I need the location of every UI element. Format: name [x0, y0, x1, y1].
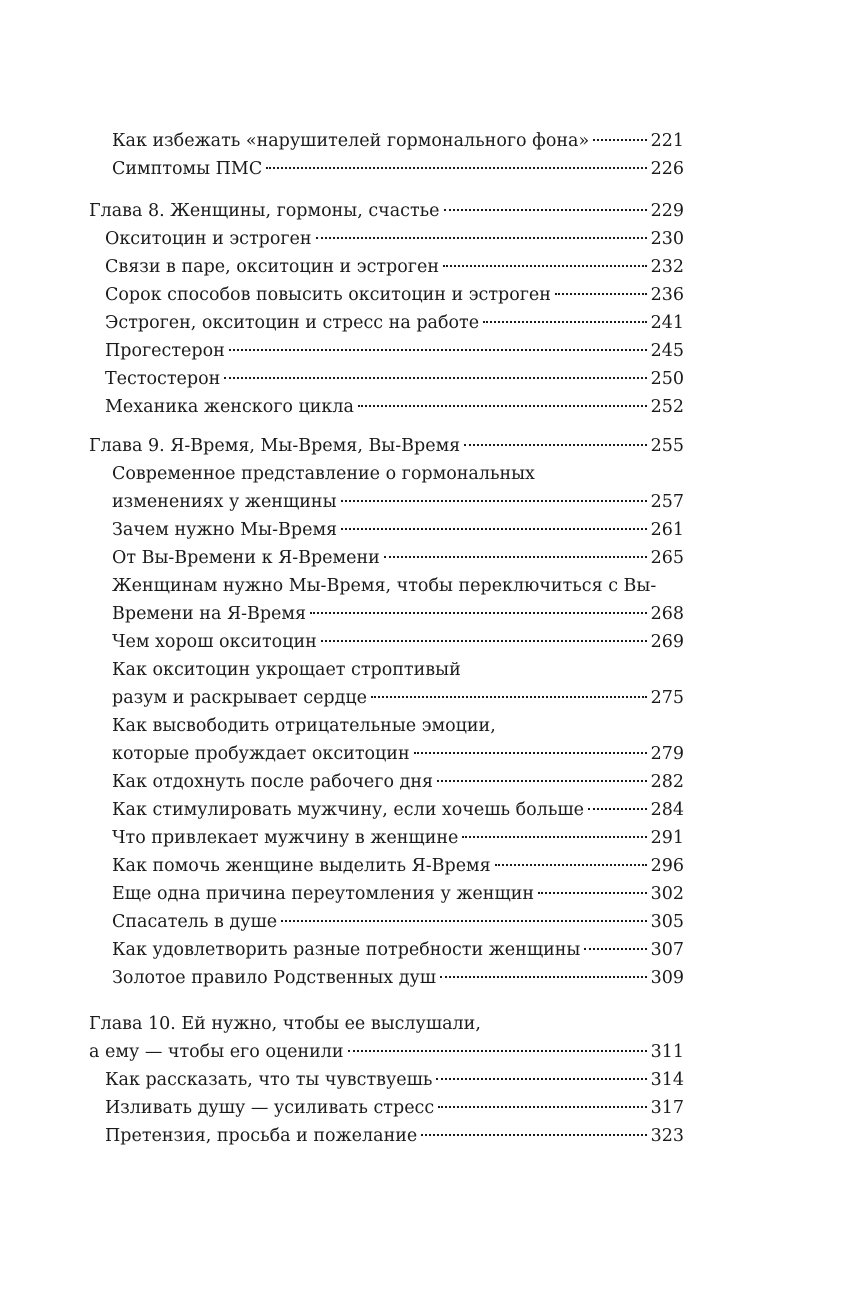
- toc-entry-page: 309: [650, 968, 684, 988]
- leader-dots: [371, 696, 647, 698]
- toc-entry-page: 221: [650, 131, 684, 151]
- toc-entry-page: 291: [650, 828, 684, 848]
- toc-entry: [105, 281, 684, 309]
- toc-entry: [105, 337, 684, 365]
- toc-entry-page: 252: [650, 397, 684, 417]
- leader-dots: [464, 444, 646, 446]
- toc-entry: [105, 393, 684, 421]
- toc-entry-page: 282: [650, 772, 684, 792]
- chapter-page: 229: [650, 201, 684, 221]
- toc-entry-page: 236: [650, 285, 684, 305]
- toc-entry-page: 241: [650, 313, 684, 333]
- toc-entry: [112, 684, 684, 712]
- chapter-title: а ему — чтобы его оценили: [89, 1042, 344, 1062]
- toc-entry-title: Еще одна причина переутомления у женщин: [112, 884, 535, 904]
- toc-entry-title: Механика женского цикла: [105, 397, 354, 417]
- toc-entry-title: Чем хорош окситоцин: [112, 632, 317, 652]
- toc-entry: [112, 740, 684, 768]
- toc-entry: [105, 309, 684, 337]
- toc-entry-page: 307: [650, 940, 684, 960]
- leader-dots: [266, 167, 646, 169]
- leader-dots: [555, 293, 647, 295]
- chapter-title: Глава 8. Женщины, гормоны, счастье: [89, 201, 440, 221]
- toc-entry-title: изменениях у женщины: [112, 492, 337, 512]
- toc-entry: [112, 127, 684, 155]
- chapter-heading: [89, 197, 684, 225]
- toc-entry: [105, 225, 684, 253]
- toc-entry: [105, 365, 684, 393]
- toc-entry-title: Как стимулировать мужчину, если хочешь больше: [112, 800, 584, 820]
- toc-entry-page: 314: [650, 1070, 684, 1090]
- toc-entry: [112, 516, 684, 544]
- toc-entry-title: Как отдохнуть после рабочего дня: [112, 772, 434, 792]
- leader-dots: [421, 1134, 646, 1136]
- chapter-heading: [89, 432, 684, 460]
- chapter-title: Глава 9. Я-Время, Мы-Время, Вы-Время: [89, 436, 461, 456]
- leader-dots: [584, 948, 646, 950]
- toc-entry-title: Сорок способов повысить окситоцин и эстроген: [105, 285, 551, 305]
- toc-entry-page: 245: [650, 341, 684, 361]
- toc-entry-title: Что привлекает мужчину в женщине: [112, 828, 459, 848]
- leader-dots: [538, 892, 647, 894]
- toc-entry: [112, 964, 684, 992]
- toc-entry-title: Спасатель в душе: [112, 912, 278, 932]
- toc-entry-page: 232: [650, 257, 684, 277]
- toc-entry-page: 284: [650, 800, 684, 820]
- leader-dots: [440, 976, 647, 978]
- toc-entry-title: Симптомы ПМС: [112, 159, 263, 179]
- toc-entry: [112, 768, 684, 796]
- leader-dots: [495, 864, 647, 866]
- toc-entry: [112, 852, 684, 880]
- toc-entry-title: Как помочь женщине выделить Я-Время: [112, 856, 491, 876]
- toc-entry-title: Эстроген, окситоцин и стресс на работе: [105, 313, 480, 333]
- leader-dots: [341, 528, 647, 530]
- chapter-title-first-line: Глава 10. Ей нужно, чтобы ее выслушали,: [89, 1014, 481, 1034]
- toc-entry: [105, 1066, 684, 1094]
- toc-entry-page: 230: [650, 229, 684, 249]
- leader-dots: [229, 349, 647, 351]
- toc-entry-title: Претензия, просьба и пожелание: [105, 1126, 418, 1146]
- leader-dots: [341, 500, 647, 502]
- toc-entry-title: Изливать душу — усиливать стресс: [105, 1098, 435, 1118]
- toc-entry-page: 279: [650, 744, 684, 764]
- toc-entry-title: разум и раскрывает сердце: [112, 688, 368, 708]
- toc-entry-title: Зачем нужно Мы-Время: [112, 520, 338, 540]
- toc-entry: [112, 544, 684, 572]
- toc-entry: [112, 628, 684, 656]
- toc-entry-page: 250: [650, 369, 684, 389]
- toc-entry-page: 257: [650, 492, 684, 512]
- toc-entry-title: Тестостерон: [105, 369, 221, 389]
- leader-dots: [224, 377, 646, 379]
- toc-entry-page: 226: [650, 159, 684, 179]
- leader-dots: [462, 836, 646, 838]
- toc-entry-title: Как избежать «нарушителей гормонального фона»: [112, 131, 590, 151]
- toc-entry-page: 261: [650, 520, 684, 540]
- toc-entry-page: 317: [650, 1098, 684, 1118]
- toc-entry-page: 302: [650, 884, 684, 904]
- leader-dots: [443, 265, 647, 267]
- leader-dots: [593, 139, 646, 141]
- toc-entry: [112, 824, 684, 852]
- toc-entry-title: Окситоцин и эстроген: [105, 229, 312, 249]
- toc-entry-title: От Вы-Времени к Я-Времени: [112, 548, 380, 568]
- toc-entry-title: которые пробуждает окситоцин: [112, 744, 410, 764]
- toc-entry-first-line: Женщинам нужно Мы-Время, чтобы переключиться с Вы-: [112, 576, 657, 596]
- leader-dots: [437, 780, 647, 782]
- leader-dots: [321, 640, 647, 642]
- leader-dots: [310, 612, 647, 614]
- leader-dots: [348, 1050, 647, 1052]
- leader-dots: [281, 920, 647, 922]
- toc-entry: [105, 1094, 684, 1122]
- toc-entry-title: Золотое правило Родственных душ: [112, 968, 437, 988]
- leader-dots: [358, 405, 647, 407]
- toc-entry-title: Связи в паре, окситоцин и эстроген: [105, 257, 439, 277]
- toc-entry: [112, 488, 684, 516]
- toc-entry: [112, 796, 684, 824]
- chapter-page: 311: [650, 1042, 684, 1062]
- toc-entry-first-line: Современное представление о гормональных: [112, 464, 535, 484]
- toc-entry: [112, 880, 684, 908]
- toc-entry-title: Как рассказать, что ты чувствуешь: [105, 1070, 433, 1090]
- leader-dots: [444, 209, 647, 211]
- toc-entry-first-line: Как окситоцин укрощает строптивый: [112, 660, 461, 680]
- leader-dots: [436, 1078, 646, 1080]
- toc-entry-page: 305: [650, 912, 684, 932]
- toc-entry-title: Как удовлетворить разные потребности женщины: [112, 940, 581, 960]
- chapter-page: 255: [650, 436, 684, 456]
- leader-dots: [588, 808, 647, 810]
- leader-dots: [316, 237, 647, 239]
- chapter-heading: [89, 1038, 684, 1066]
- toc-entry-page: 296: [650, 856, 684, 876]
- toc-entry-page: 269: [650, 632, 684, 652]
- toc-entry: [112, 908, 684, 936]
- toc-entry: [112, 155, 684, 183]
- toc-entry-title: Прогестерон: [105, 341, 225, 361]
- toc-entry-title: Времени на Я-Время: [112, 604, 307, 624]
- leader-dots: [438, 1106, 646, 1108]
- toc-entry-page: 265: [650, 548, 684, 568]
- toc-entry-page: 323: [650, 1126, 684, 1146]
- toc-entry-page: 268: [650, 604, 684, 624]
- toc-entry: [105, 253, 684, 281]
- leader-dots: [414, 752, 647, 754]
- toc-entry: [112, 936, 684, 964]
- toc-entry-page: 275: [650, 688, 684, 708]
- toc-entry: [105, 1122, 684, 1150]
- leader-dots: [483, 321, 647, 323]
- leader-dots: [384, 556, 647, 558]
- toc-entry-first-line: Как высвободить отрицательные эмоции,: [112, 716, 496, 736]
- toc-entry: [112, 600, 684, 628]
